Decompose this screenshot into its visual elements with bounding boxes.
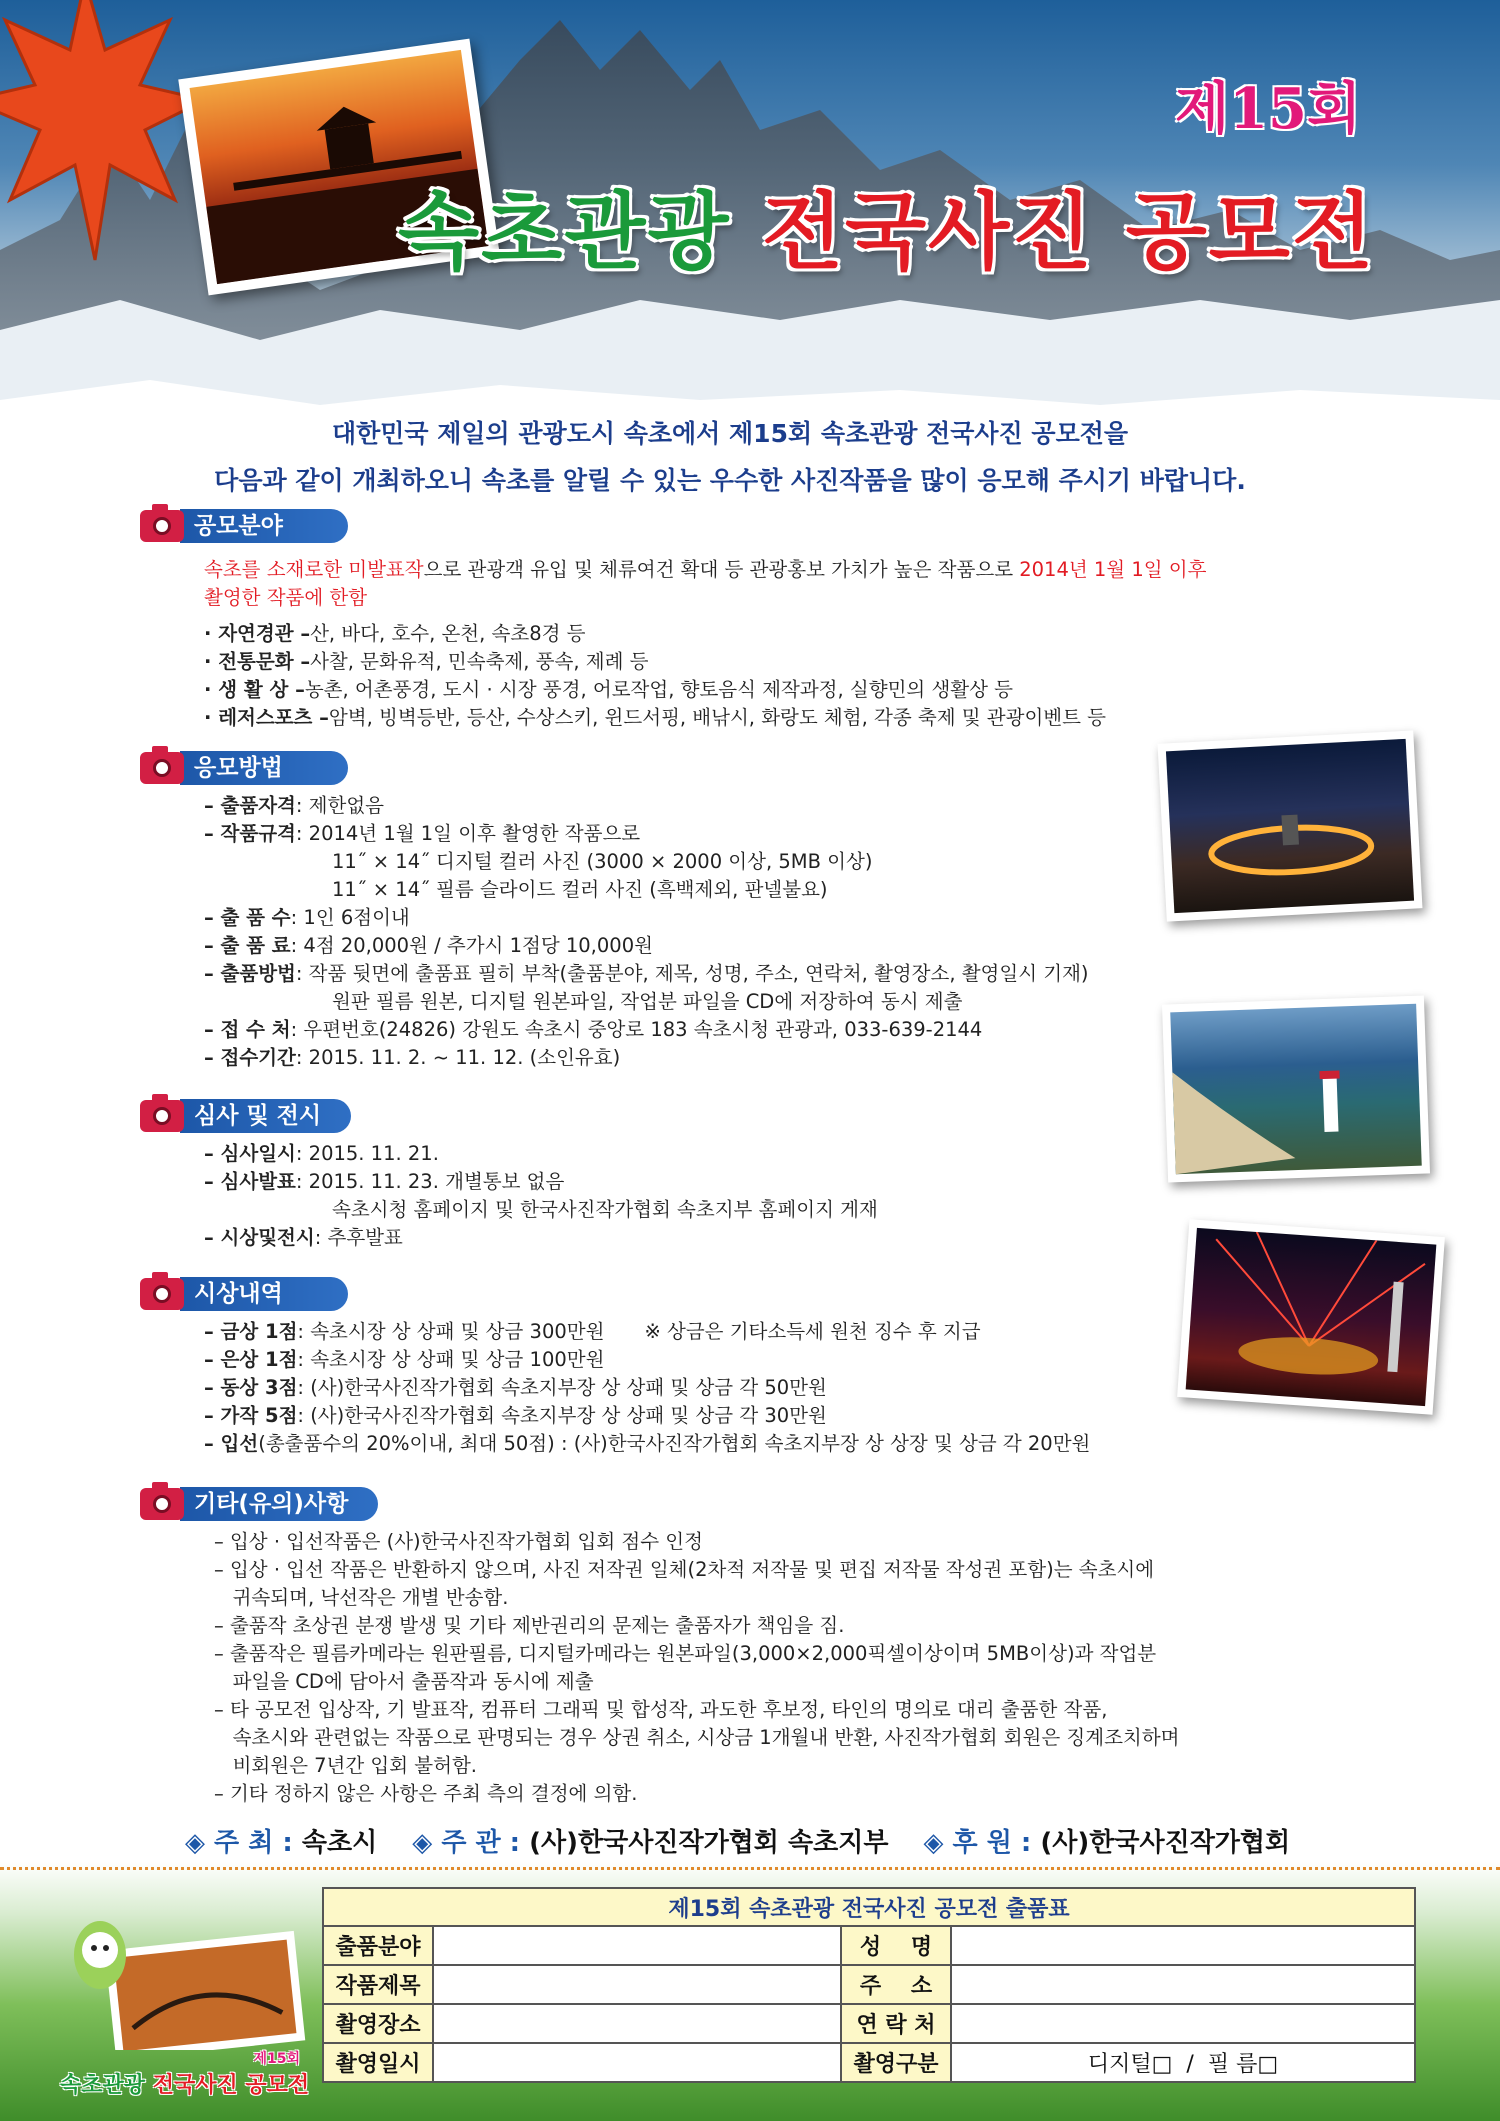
form-label: 주 소 bbox=[841, 1965, 951, 2004]
list-item: 귀속되며, 낙선작은 개별 반송함. bbox=[214, 1586, 509, 1609]
category-list bbox=[204, 620, 1374, 732]
section-title: 응모방법 bbox=[180, 751, 348, 785]
section-body bbox=[204, 1140, 878, 1252]
logo-part2: 전국사진 공모전 bbox=[152, 2073, 310, 2098]
list-item: – 작품규격 : 2014년 1월 1일 이후 촬영한 작품으로 bbox=[204, 822, 641, 845]
intro-text bbox=[150, 410, 1310, 504]
section-title: 시상내역 bbox=[180, 1277, 348, 1311]
list-item: – 출 품 수 : 1인 6점이내 bbox=[204, 906, 410, 929]
dotted-divider bbox=[0, 1867, 1500, 1870]
list-item: 11˝ × 14˝ 디지털 컬러 사진 (3000 × 2000 이상, 5MB 이상) bbox=[332, 850, 873, 873]
list-item: 11˝ × 14˝ 필름 슬라이드 컬러 사진 (흑백제외, 판넬불요) bbox=[332, 878, 828, 901]
section-header bbox=[140, 1276, 1090, 1312]
night-plaza-photo bbox=[1158, 730, 1423, 921]
field-type-checkboxes[interactable]: 디지털□ / 필 름□ bbox=[951, 2043, 1415, 2082]
list-item: – 입상 · 입선 작품은 반환하지 않으며, 사진 저작권 일체(2차적 저작물 및 편집 저작물 작성권 포함)는 속초시에 bbox=[214, 1558, 1155, 1581]
list-item: 속초시와 관련없는 작품으로 판명되는 경우 상권 취소, 시상금 1개월내 반환, 사진작가협회 회원은 징계조치하며 bbox=[214, 1726, 1180, 1749]
host-name: 속초시 bbox=[301, 1828, 378, 1858]
category-description: 속초를 소재로한 미발표작으로 관광객 유입 및 체류여건 확대 등 관광홍보 가치가 높은 작품으로 2014년 1월 1일 이후 bbox=[204, 558, 1207, 581]
field-name[interactable] bbox=[951, 1926, 1415, 1965]
field-address[interactable] bbox=[951, 1965, 1415, 2004]
section-body: 속초를 소재로한 미발표작으로 관광객 유입 및 체류여건 확대 등 관광홍보 가치가 높은 작품으로 2014년 1월 1일 이후 촬영한 작품에 한함 · 자연경관 – 산, 바다, 호수, 온천, 속초8경 등 · 전통문화 – 사찰, 문화유적, 민속축제, 풍속, 제례 등 · 생 활 상 – 농촌, 어촌풍경, 도시 · 시장 풍경, 어로작업, 향토음식 제작과정, 실향민의 생활상 등 · 레저스포츠 – 암벽, 빙벽등반, 등산, 수상스키, 윈드서핑, 배낚시, 화랑도 체험, 각종 축제 및 관광이벤트 등 bbox=[204, 556, 1374, 732]
section-notes bbox=[140, 1486, 1179, 1808]
list-item: · 전통문화 – 사찰, 문화유적, 민속축제, 풍속, 제례 등 bbox=[204, 650, 649, 673]
hero-banner bbox=[0, 0, 1500, 470]
list-item: · 레저스포츠 – 암벽, 빙벽등반, 등산, 수상스키, 윈드서핑, 배낚시, 화랑도 체험, 각종 축제 및 관광이벤트 등 bbox=[204, 706, 1106, 729]
list-item: – 출품작 초상권 분쟁 발생 및 기타 제반권리의 문제는 출품자가 책임을 짐. bbox=[214, 1614, 845, 1637]
entry-form-table bbox=[322, 1887, 1416, 2083]
list-item: 원판 필름 원본, 디지털 원본파일, 작업분 파일을 CD에 저장하여 동시 제출 bbox=[332, 990, 963, 1013]
form-label: 연 락 처 bbox=[841, 2004, 951, 2043]
list-item: – 심사일시 : 2015. 11. 21. bbox=[204, 1142, 439, 1165]
list-item: – 출 품 료 : 4점 20,000원 / 추가시 1점당 10,000원 bbox=[204, 934, 653, 957]
list-item: – 출품방법 : 작품 뒷면에 출품표 필히 부착(출품분야, 제목, 성명, 주소, 연락처, 촬영장소, 촬영일시 기재) bbox=[204, 962, 1089, 985]
list-item: – 출품작은 필름카메라는 원판필름, 디지털카메라는 원본파일(3,000×2,000픽셀이상이며 5MB이상)과 작업분 bbox=[214, 1642, 1157, 1665]
list-item: – 금상 1점 : 속초시장 상 상패 및 상금 300만원 ※ 상금은 기타소득세 원천 징수 후 지급 bbox=[204, 1318, 1090, 1346]
camera-icon bbox=[140, 752, 184, 784]
camera-icon bbox=[140, 1100, 184, 1132]
section-header bbox=[140, 750, 1089, 786]
list-item: – 심사발표 : 2015. 11. 23. 개별통보 없음 bbox=[204, 1170, 565, 1193]
title-part1: 속초관광 bbox=[398, 183, 731, 281]
field-category[interactable] bbox=[433, 1926, 841, 1965]
list-item: – 접수기간 : 2015. 11. 2. ~ 11. 12. (소인유효) bbox=[204, 1046, 621, 1069]
event-logo bbox=[60, 2048, 309, 2099]
list-item: 비회원은 7년간 입회 불허함. bbox=[214, 1754, 478, 1777]
form-label: 촬영일시 bbox=[323, 2043, 433, 2082]
title-part2: 전국사진 공모전 bbox=[761, 183, 1376, 281]
section-title: 심사 및 전시 bbox=[180, 1099, 351, 1133]
organizer-label: ◈ 주 관 : bbox=[412, 1828, 521, 1858]
list-item: – 입선 (총출품수의 20%이내, 최대 50점) : (사)한국사진작가협회 속초지부장 상 상장 및 상금 각 20만원 bbox=[204, 1432, 1091, 1455]
host-label: ◈ 주 최 : bbox=[185, 1828, 293, 1858]
form-label: 촬영장소 bbox=[323, 2004, 433, 2043]
intro-line2: 다음과 같이 개최하오니 속초를 알릴 수 있는 우수한 사진작품을 많이 응모해 주시기 바랍니다. bbox=[214, 466, 1246, 495]
sponsor-label: ◈ 후 원 : bbox=[923, 1828, 1032, 1858]
list-item: – 타 공모전 입상작, 기 발표작, 컴퓨터 그래픽 및 합성작, 과도한 후보정, 타인의 명의로 대리 출품한 작품, bbox=[214, 1698, 1108, 1721]
list-item: – 시상및전시 : 추후발표 bbox=[204, 1226, 403, 1249]
list-item: – 입상 · 입선작품은 (사)한국사진작가협회 입회 점수 인정 bbox=[214, 1530, 703, 1553]
logo-edition: 제15회 bbox=[253, 2051, 300, 2067]
section-header bbox=[140, 1098, 878, 1134]
form-label: 성 명 bbox=[841, 1926, 951, 1965]
form-label: 촬영구분 bbox=[841, 2043, 951, 2082]
list-item: 속초시청 홈페이지 및 한국사진작가협회 속초지부 홈페이지 게재 bbox=[332, 1198, 878, 1221]
field-date[interactable] bbox=[433, 2043, 841, 2082]
section-body bbox=[214, 1528, 1179, 1808]
list-item: – 가작 5점 : (사)한국사진작가협회 속초지부장 상 상패 및 상금 각 30만원 bbox=[204, 1404, 827, 1427]
sponsor-name: (사)한국사진작가협회 bbox=[1040, 1828, 1291, 1858]
list-item: – 은상 1점 : 속초시장 상 상패 및 상금 100만원 bbox=[204, 1348, 605, 1371]
page-title bbox=[398, 165, 1375, 286]
form-title: 제15회 속초관광 전국사진 공모전 출품표 bbox=[323, 1888, 1415, 1926]
section-judging bbox=[140, 1098, 878, 1252]
section-awards bbox=[140, 1276, 1090, 1458]
field-contact[interactable] bbox=[951, 2004, 1415, 2043]
maple-leaf-icon bbox=[0, 0, 210, 270]
list-item: · 자연경관 – 산, 바다, 호수, 온천, 속초8경 등 bbox=[204, 622, 586, 645]
camera-icon bbox=[140, 510, 184, 542]
organizer-name: (사)한국사진작가협회 속초지부 bbox=[529, 1828, 889, 1858]
edition-label: 제15회 bbox=[1175, 76, 1362, 142]
form-label: 작품제목 bbox=[323, 1965, 433, 2004]
section-title: 기타(유의)사항 bbox=[180, 1487, 378, 1521]
section-body bbox=[204, 1318, 1090, 1458]
section-category bbox=[140, 508, 1374, 732]
organizers bbox=[185, 1822, 1290, 1859]
camera-icon bbox=[140, 1488, 184, 1520]
list-item: · 생 활 상 – 농촌, 어촌풍경, 도시 · 시장 풍경, 어로작업, 향토음식 제작과정, 실향민의 생활상 등 bbox=[204, 678, 1013, 701]
form-label: 출품분야 bbox=[323, 1926, 433, 1965]
section-method bbox=[140, 750, 1089, 1072]
field-title[interactable] bbox=[433, 1965, 841, 2004]
section-body bbox=[204, 792, 1089, 1072]
section-title: 공모분야 bbox=[180, 509, 348, 543]
list-item: – 접 수 처 : 우편번호(24826) 강원도 속초시 중앙로 183 속초시청 관광과, 033-639-2144 bbox=[204, 1018, 983, 1041]
list-item: – 동상 3점 : (사)한국사진작가협회 속초지부장 상 상패 및 상금 각 50만원 bbox=[204, 1376, 827, 1399]
awards-note: ※ 상금은 기타소득세 원천 징수 후 지급 bbox=[644, 1320, 981, 1343]
camera-icon bbox=[140, 1278, 184, 1310]
list-item: 파일을 CD에 담아서 출품작과 동시에 제출 bbox=[214, 1670, 594, 1693]
intro-line1: 대한민국 제일의 관광도시 속초에서 제15회 속초관광 전국사진 공모전을 bbox=[331, 419, 1129, 448]
list-item: – 출품자격 : 제한없음 bbox=[204, 794, 385, 817]
logo-part1: 속초관광 bbox=[60, 2073, 146, 2098]
lighthouse-coast-photo bbox=[1162, 995, 1430, 1182]
list-item: – 기타 정하지 않은 사항은 주최 측의 결정에 의함. bbox=[214, 1782, 638, 1805]
festival-night-photo bbox=[1177, 1219, 1445, 1414]
section-header bbox=[140, 1486, 1179, 1522]
field-location[interactable] bbox=[433, 2004, 841, 2043]
section-header bbox=[140, 508, 1374, 544]
mascot-with-photo bbox=[60, 1910, 310, 2050]
